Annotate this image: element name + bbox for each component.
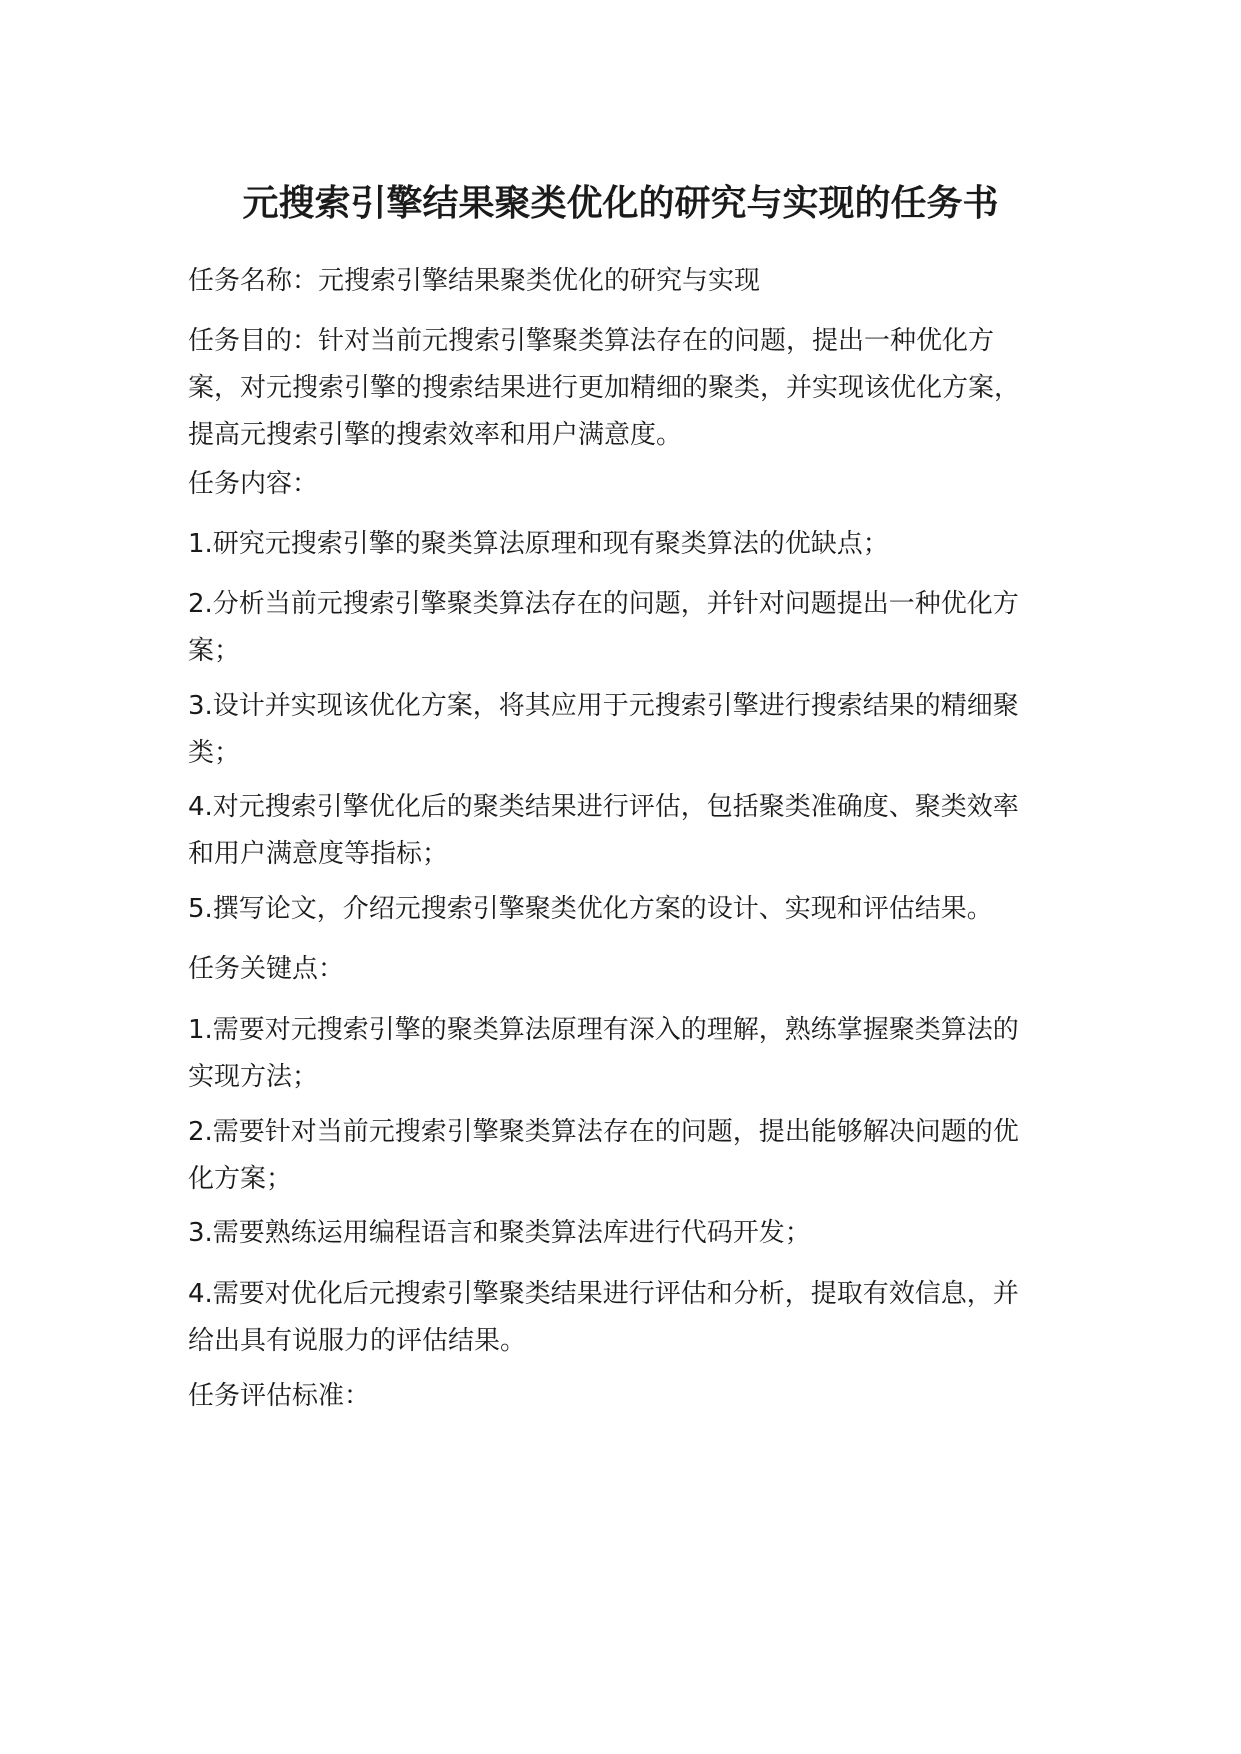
task-name: 任务名称：元搜索引擎结果聚类优化的研究与实现 [188, 266, 761, 296]
key-point-line: 化方案； [188, 1164, 293, 1194]
key-point-line: 实现方法； [188, 1062, 319, 1092]
document-title: 元搜索引擎结果聚类优化的研究与实现的任务书 [242, 183, 999, 224]
task-content-line: 1.研究元搜索引擎的聚类算法原理和现有聚类算法的优缺点； [188, 529, 889, 559]
key-point-line: 1.需要对元搜索引擎的聚类算法原理有深入的理解，熟练掌握聚类算法的 [188, 1015, 1019, 1045]
task-content-line: 2.分析当前元搜索引擎聚类算法存在的问题，并针对问题提出一种优化方 [188, 589, 1019, 619]
key-point-item [188, 1271, 1078, 1365]
key-point-line: 4.需要对优化后元搜索引擎聚类结果进行评估和分析，提取有效信息，并 [188, 1279, 1019, 1309]
key-point-line: 3.需要熟练运用编程语言和聚类算法库进行代码开发； [188, 1218, 811, 1248]
task-content-line: 3.设计并实现该优化方案，将其应用于元搜索引擎进行搜索结果的精细聚 [188, 691, 1019, 721]
key-point-item [188, 1007, 1078, 1101]
key-point-item [188, 1210, 1078, 1257]
key-points-heading: 任务关键点： [188, 954, 345, 984]
task-content-line: 案； [188, 636, 241, 666]
task-content-line: 类； [188, 738, 241, 768]
task-purpose [188, 318, 1078, 459]
task-content-line: 4.对元搜索引擎优化后的聚类结果进行评估，包括聚类准确度、聚类效率 [188, 792, 1019, 822]
task-content-item [188, 683, 1078, 777]
task-content-line: 5.撰写论文，介绍元搜索引擎聚类优化方案的设计、实现和评估结果。 [188, 894, 993, 924]
task-purpose-line: 提高元搜索引擎的搜索效率和用户满意度。 [188, 420, 683, 450]
task-content-item [188, 784, 1078, 878]
task-purpose-line: 案，对元搜索引擎的搜索结果进行更加精细的聚类，并实现该优化方案， [188, 373, 1021, 403]
task-content-item [188, 521, 1078, 568]
task-content-item [188, 886, 1078, 933]
task-content-line: 和用户满意度等指标； [188, 839, 449, 869]
task-content-item [188, 581, 1078, 675]
task-content-heading: 任务内容： [188, 469, 319, 499]
evaluation-heading: 任务评估标准： [188, 1381, 371, 1411]
key-point-item [188, 1109, 1078, 1203]
key-point-line: 给出具有说服力的评估结果。 [188, 1326, 527, 1356]
key-point-line: 2.需要针对当前元搜索引擎聚类算法存在的问题，提出能够解决问题的优 [188, 1117, 1019, 1147]
task-purpose-line: 任务目的：针对当前元搜索引擎聚类算法存在的问题，提出一种优化方 [188, 326, 995, 356]
